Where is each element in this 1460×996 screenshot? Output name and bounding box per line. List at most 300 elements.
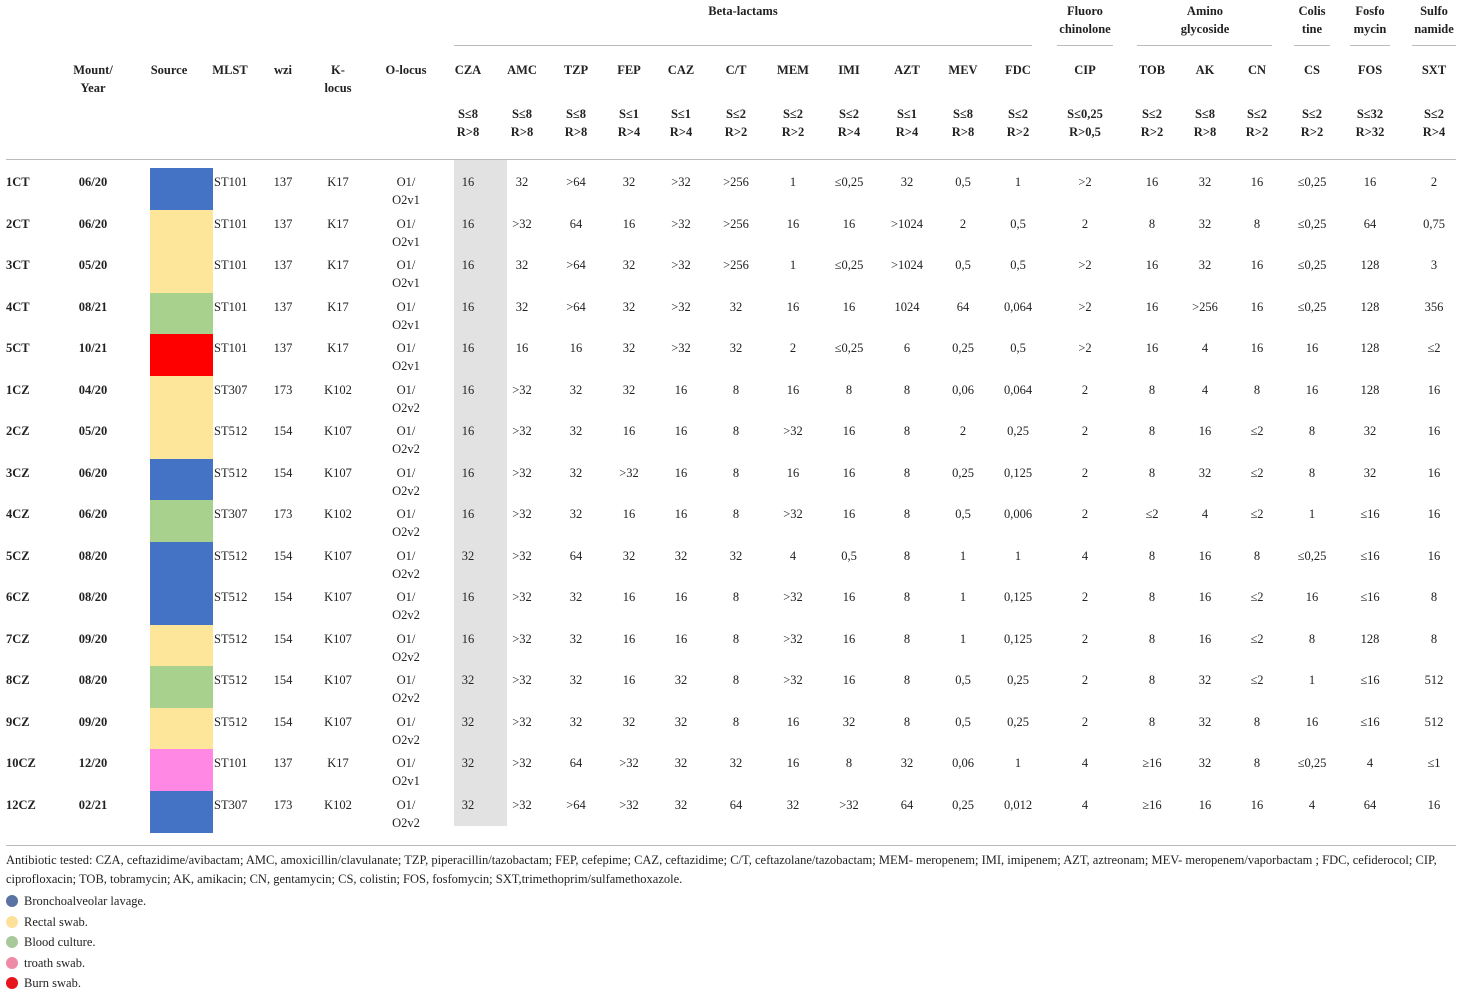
o-locus-cell: O1/ O2v1: [392, 299, 420, 332]
column-header: MLST: [212, 63, 248, 77]
mic-value: 2: [1081, 216, 1089, 231]
o-locus-cell: O1/ O2v1: [392, 756, 420, 788]
wzi-cell: 154: [273, 465, 293, 480]
column-header: O-locus: [385, 63, 427, 77]
column-header: CZA: [454, 63, 482, 77]
mic-value: 8: [1308, 424, 1316, 438]
mic-value: 32: [461, 797, 475, 812]
mic-value: 16: [622, 216, 636, 231]
mic-value: 16: [461, 631, 475, 646]
isolation-date: 05/20: [78, 258, 108, 272]
wzi-cell: 173: [273, 382, 293, 397]
mic-value: >32: [671, 341, 691, 355]
isolation-date: 05/20: [78, 424, 108, 438]
isolate-id: 1CT: [6, 175, 30, 189]
mic-value: >32: [512, 507, 532, 521]
mic-value: ≤0,25: [1297, 756, 1327, 770]
mic-value: >32: [783, 673, 803, 687]
mic-value: >32: [512, 590, 532, 604]
wzi-cell: 154: [273, 424, 293, 438]
mic-value: >256: [723, 216, 749, 231]
mic-value: 4: [1081, 797, 1089, 812]
mic-value: 32: [569, 714, 583, 729]
mic-value: 8: [903, 590, 911, 604]
mic-value: >32: [512, 382, 532, 397]
mic-value: ≤16: [1360, 507, 1380, 521]
mic-value: 2: [789, 341, 797, 355]
mic-value: 16: [1363, 175, 1377, 189]
mic-value: 16: [1305, 341, 1319, 355]
mic-value: 8: [732, 631, 740, 646]
isolate-id: 4CZ: [6, 507, 30, 521]
source-swatch: [150, 500, 213, 542]
legend-item: [6, 892, 146, 910]
mic-value: 512: [1424, 673, 1444, 687]
k-locus-cell: K107: [324, 673, 352, 687]
source-swatch: [150, 791, 213, 833]
isolation-date: 08/20: [78, 673, 108, 687]
mic-value: ≤2: [1250, 424, 1264, 438]
mic-value: 16: [1198, 548, 1212, 563]
mic-value: >32: [783, 631, 803, 646]
k-locus-cell: K107: [324, 590, 352, 604]
mic-value: 16: [1198, 590, 1212, 604]
mic-value: 32: [674, 673, 688, 687]
mic-value: 0,5: [955, 673, 971, 687]
legend-label: troath swab.: [24, 955, 86, 970]
mic-value: ≤0,25: [834, 258, 864, 272]
mic-value: 0,5: [955, 507, 971, 521]
mic-value: 2: [1081, 631, 1089, 646]
mic-value: >32: [512, 714, 532, 729]
wzi-cell: 137: [273, 258, 293, 272]
isolation-date: 06/20: [78, 175, 108, 189]
mic-value: 32: [461, 673, 475, 687]
mic-value: 2: [1081, 673, 1089, 687]
mic-value: 32: [461, 714, 475, 729]
group-underline: [1057, 45, 1113, 46]
mlst-cell: ST512: [214, 548, 248, 563]
legend-item: [6, 974, 81, 992]
mic-value: 16: [1145, 258, 1159, 272]
mic-value: 32: [515, 175, 529, 189]
mic-value: ≤2: [1250, 507, 1264, 521]
table-bottom-rule: [6, 845, 1456, 846]
breakpoint-cell: S≤2 R>2: [1140, 107, 1164, 139]
mic-value: 8: [732, 465, 740, 480]
k-locus-cell: K17: [327, 258, 349, 272]
mic-value: 8: [1148, 714, 1156, 729]
mic-value: ≤2: [1250, 465, 1264, 480]
legend-label: Burn swab.: [24, 976, 81, 990]
mic-value: 32: [515, 299, 529, 314]
mic-value: ≥16: [1142, 756, 1162, 770]
mic-value: >32: [619, 756, 639, 770]
mic-value: 32: [569, 590, 583, 604]
k-locus-cell: K102: [324, 797, 352, 812]
k-locus-cell: K17: [327, 341, 349, 355]
column-header: CS: [1304, 63, 1320, 77]
mic-value: 4: [1201, 382, 1209, 397]
isolate-id: 6CZ: [6, 590, 30, 604]
mic-value: 128: [1360, 631, 1380, 646]
mic-value: 32: [569, 382, 583, 397]
mic-value: 0,25: [952, 797, 974, 812]
k-locus-cell: K107: [324, 465, 352, 480]
mic-value: 16: [1305, 382, 1319, 397]
mic-value: 0,064: [1003, 299, 1033, 314]
mic-value: 16: [842, 216, 856, 231]
isolate-id: 5CT: [6, 341, 30, 355]
mic-value: >32: [512, 673, 532, 687]
mic-value: 128: [1360, 258, 1380, 272]
mic-value: 16: [786, 299, 800, 314]
mic-value: 16: [622, 673, 636, 687]
mic-value: >32: [619, 797, 639, 812]
mic-value: 2: [959, 216, 967, 231]
group-underline: [1294, 45, 1330, 46]
mic-value: 32: [842, 714, 856, 729]
legend-color-dot: [6, 977, 18, 989]
k-locus-cell: K107: [324, 424, 352, 438]
column-header: MEV: [948, 63, 978, 77]
mic-value: 128: [1360, 299, 1380, 314]
mic-value: >32: [671, 175, 691, 189]
o-locus-cell: O1/ O2v2: [392, 631, 420, 664]
mic-value: ≤2: [1427, 341, 1441, 355]
mic-value: 8: [732, 424, 740, 438]
legend-item: [6, 954, 85, 972]
o-locus-cell: O1/ O2v1: [392, 258, 420, 290]
group-header: Beta-lactams: [708, 4, 778, 18]
mic-value: 32: [569, 631, 583, 646]
mic-value: 8: [732, 507, 740, 521]
mic-value: >1024: [890, 258, 924, 272]
mic-value: 16: [461, 216, 475, 231]
mic-value: ≤16: [1360, 548, 1380, 563]
mic-value: 8: [1148, 590, 1156, 604]
mic-value: 8: [903, 382, 911, 397]
legend-color-dot: [6, 895, 18, 907]
group-underline: [454, 45, 1032, 46]
source-swatch: [150, 749, 213, 791]
o-locus-cell: O1/ O2v2: [392, 424, 420, 456]
mic-value: 16: [1427, 797, 1441, 812]
column-header: AK: [1195, 63, 1215, 77]
mic-value: 128: [1360, 341, 1380, 355]
mic-value: >32: [512, 424, 532, 438]
breakpoint-cell: S≤2 R>2: [1300, 107, 1324, 139]
mic-value: >32: [619, 465, 639, 480]
mic-value: 8: [732, 714, 740, 729]
mic-value: 16: [842, 590, 856, 604]
mic-value: 2: [1081, 424, 1089, 438]
mic-value: ≤2: [1250, 590, 1264, 604]
mic-value: 16: [461, 299, 475, 314]
mic-value: 8: [1253, 382, 1261, 397]
isolate-id: 5CZ: [6, 548, 30, 563]
mic-value: 8: [1253, 216, 1261, 231]
mlst-cell: ST512: [214, 590, 248, 604]
o-locus-cell: O1/ O2v2: [392, 465, 420, 498]
mic-value: >32: [512, 631, 532, 646]
mic-value: ≤0,25: [1297, 216, 1327, 231]
mic-value: 0,25: [952, 465, 974, 480]
mic-value: 64: [956, 299, 970, 314]
wzi-cell: 154: [273, 714, 293, 729]
mic-value: >32: [512, 548, 532, 563]
mic-value: >2: [1078, 299, 1092, 314]
breakpoint-cell: S≤0,25 R>0,5: [1067, 107, 1103, 139]
source-swatch: [150, 251, 213, 293]
o-locus-cell: O1/ O2v1: [392, 175, 420, 207]
mic-value: 0,5: [955, 258, 971, 272]
mic-value: ≤2: [1145, 507, 1159, 521]
mic-value: 32: [729, 299, 743, 314]
column-header: FDC: [1005, 63, 1031, 77]
mic-value: 16: [461, 465, 475, 480]
mic-value: 16: [1427, 507, 1441, 521]
mic-value: 8: [1148, 631, 1156, 646]
breakpoint-cell: S≤2 R>4: [1422, 107, 1446, 139]
mic-value: 0,25: [1007, 714, 1029, 729]
mic-value: 16: [786, 216, 800, 231]
column-header: wzi: [273, 63, 293, 77]
isolate-id: 4CT: [6, 299, 30, 314]
mic-value: 16: [842, 673, 856, 687]
mic-value: 2: [1081, 382, 1089, 397]
isolation-date: 10/21: [78, 341, 108, 355]
mic-value: >32: [512, 756, 532, 770]
wzi-cell: 154: [273, 631, 293, 646]
legend-label: Blood culture.: [24, 935, 96, 949]
mic-value: >32: [783, 507, 803, 521]
mic-value: 8: [903, 465, 911, 480]
mic-value: 8: [1148, 382, 1156, 397]
mic-value: ≤0,25: [1297, 175, 1327, 189]
breakpoint-cell: S≤8 R>8: [951, 107, 975, 139]
mic-value: 16: [461, 507, 475, 521]
mlst-cell: ST512: [214, 631, 248, 646]
isolation-date: 08/20: [78, 548, 108, 563]
mic-value: ≤0,25: [834, 175, 864, 189]
o-locus-cell: O1/ O2v2: [392, 548, 420, 581]
mic-value: 0,5: [1010, 216, 1026, 231]
mic-value: 1: [1308, 673, 1316, 687]
mic-value: 512: [1424, 714, 1444, 729]
mic-value: 16: [1427, 424, 1441, 438]
column-header: K- locus: [324, 63, 352, 95]
source-swatch: [150, 334, 213, 376]
mic-value: 0,5: [841, 548, 857, 563]
wzi-cell: 154: [273, 673, 293, 687]
mic-value: 32: [674, 797, 688, 812]
mic-value: 32: [900, 756, 914, 770]
mic-value: 32: [1198, 175, 1212, 189]
wzi-cell: 154: [273, 590, 293, 604]
isolate-id: 3CZ: [6, 465, 30, 480]
mic-value: 16: [622, 631, 636, 646]
mic-value: 2: [1430, 175, 1438, 189]
k-locus-cell: K107: [324, 714, 352, 729]
mic-value: 8: [845, 382, 853, 397]
mic-value: 0,25: [952, 341, 974, 355]
mic-value: 64: [1363, 216, 1377, 231]
k-locus-cell: K107: [324, 631, 352, 646]
mic-value: 0,006: [1003, 507, 1033, 521]
mic-value: 6: [903, 341, 911, 355]
mic-value: 16: [1250, 797, 1264, 812]
mic-value: ≤0,25: [834, 341, 864, 355]
mic-value: 32: [622, 341, 636, 355]
mic-value: 16: [1305, 590, 1319, 604]
column-header: C/T: [725, 63, 747, 77]
isolate-id: 10CZ: [6, 756, 36, 770]
mic-value: 32: [622, 548, 636, 563]
isolate-id: 12CZ: [6, 797, 36, 812]
mic-value: 8: [1148, 673, 1156, 687]
mic-value: 8: [903, 714, 911, 729]
column-header: Mount/ Year: [73, 63, 113, 95]
mic-value: 32: [1198, 216, 1212, 231]
mic-value: 4: [1308, 797, 1316, 812]
mic-value: 8: [1148, 424, 1156, 438]
o-locus-cell: O1/ O2v2: [392, 590, 420, 622]
mlst-cell: ST101: [214, 216, 248, 231]
mic-value: 16: [674, 382, 688, 397]
mic-value: >256: [723, 258, 749, 272]
mic-value: 16: [1427, 465, 1441, 480]
mic-value: 1: [789, 258, 797, 272]
mic-value: 1: [959, 631, 967, 646]
column-header: FEP: [617, 63, 641, 77]
mic-value: >32: [512, 216, 532, 231]
mic-value: 32: [674, 548, 688, 563]
group-underline: [1412, 45, 1456, 46]
mic-value: 16: [461, 258, 475, 272]
mic-value: 32: [569, 424, 583, 438]
source-swatch: [150, 666, 213, 708]
mic-value: 16: [1250, 341, 1264, 355]
header-divider: [6, 159, 1456, 160]
mic-value: ≤16: [1360, 590, 1380, 604]
mic-value: 8: [1308, 631, 1316, 646]
wzi-cell: 137: [273, 175, 293, 189]
mic-value: 0,5: [955, 175, 971, 189]
mic-value: 8: [1253, 548, 1261, 563]
mic-value: 16: [786, 714, 800, 729]
mic-value: 16: [1250, 258, 1264, 272]
mic-value: 2: [1081, 590, 1089, 604]
mic-value: 1: [1014, 548, 1022, 563]
mic-value: 64: [1363, 797, 1377, 812]
mic-value: 16: [622, 590, 636, 604]
mic-value: 2: [1081, 714, 1089, 729]
mic-value: 16: [842, 631, 856, 646]
column-header: AZT: [894, 63, 920, 77]
mic-value: 1: [1308, 507, 1316, 521]
mic-value: >32: [671, 299, 691, 314]
o-locus-cell: O1/ O2v1: [392, 341, 420, 373]
k-locus-cell: K17: [327, 299, 349, 314]
mic-value: >2: [1078, 258, 1092, 272]
mic-value: 8: [1148, 465, 1156, 480]
mlst-cell: ST101: [214, 341, 248, 355]
mic-value: 0,75: [1423, 216, 1445, 231]
mic-value: ≥16: [1142, 797, 1162, 812]
table-footnote: Antibiotic tested: CZA, ceftazidime/avibactam; AMC, amoxicillin/clavulanate; TZP, piperacillin/tazobactam; FEP, cefepime; CAZ, ceftazidime; C/T, ceftazolane/tazobactam; MEM- meropenem; IMI, imipenem; AZT, aztreonam; MEV- meropenem/vaporbactam ; FDC, cefiderocol; CIP, ciprofloxacin; TOB, tobramycin; AK, amikacin; CN, gentamycin; CS, colistin; FOS, fosfomycin; SXT,trimethoprim/sulfamethoxazole.: [6, 853, 1437, 886]
mic-value: 16: [1198, 797, 1212, 812]
isolation-date: 06/20: [78, 216, 108, 231]
mic-value: 32: [569, 465, 583, 480]
source-swatch: [150, 293, 213, 335]
mic-value: 16: [1250, 175, 1264, 189]
wzi-cell: 137: [273, 756, 293, 770]
mic-value: 8: [1253, 756, 1261, 770]
mic-value: >256: [723, 175, 749, 189]
mic-value: 4: [789, 548, 797, 563]
mic-value: 32: [729, 756, 743, 770]
column-header: CN: [1247, 63, 1267, 77]
mic-value: >2: [1078, 341, 1092, 355]
mic-value: ≤2: [1250, 673, 1264, 687]
mic-value: 356: [1424, 299, 1444, 314]
isolation-date: 12/20: [78, 756, 108, 770]
breakpoint-cell: S≤1 R>4: [669, 107, 693, 139]
mic-value: 16: [461, 424, 475, 438]
mic-value: 16: [622, 507, 636, 521]
mic-value: >64: [566, 175, 586, 189]
source-swatch: [150, 459, 213, 501]
isolation-date: 06/20: [78, 465, 108, 480]
mic-value: 16: [1427, 382, 1441, 397]
mic-value: 32: [900, 175, 914, 189]
breakpoint-cell: S≤32 R>32: [1355, 107, 1385, 139]
breakpoint-cell: S≤2 R>4: [837, 107, 861, 139]
mic-value: 16: [674, 507, 688, 521]
column-header: TOB: [1138, 63, 1166, 77]
breakpoint-cell: S≤8 R>8: [1193, 107, 1217, 139]
mic-value: 4: [1081, 548, 1089, 563]
mic-value: ≤16: [1360, 673, 1380, 687]
mic-value: 16: [842, 465, 856, 480]
mlst-cell: ST101: [214, 258, 248, 272]
mic-value: 1: [789, 175, 797, 189]
mic-value: 32: [1198, 756, 1212, 770]
mic-value: 2: [1081, 507, 1089, 521]
mic-value: 16: [461, 382, 475, 397]
mic-value: 0,5: [1010, 341, 1026, 355]
isolate-id: 8CZ: [6, 673, 30, 687]
mic-value: ≤0,25: [1297, 548, 1327, 563]
mic-value: 16: [674, 631, 688, 646]
group-underline: [1350, 45, 1390, 46]
o-locus-cell: O1/ O2v1: [392, 216, 420, 249]
mic-value: ≤16: [1360, 714, 1380, 729]
isolation-date: 09/20: [78, 714, 108, 729]
legend-color-dot: [6, 957, 18, 969]
mic-value: 16: [786, 756, 800, 770]
source-swatch: [150, 542, 213, 584]
mic-value: 16: [842, 507, 856, 521]
k-locus-cell: K17: [327, 216, 349, 231]
mlst-cell: ST512: [214, 465, 248, 480]
source-swatch: [150, 376, 213, 418]
breakpoint-cell: S≤1 R>4: [895, 107, 919, 139]
mic-value: 64: [569, 756, 583, 770]
k-locus-cell: K102: [324, 507, 352, 521]
mic-value: 32: [1363, 465, 1377, 480]
